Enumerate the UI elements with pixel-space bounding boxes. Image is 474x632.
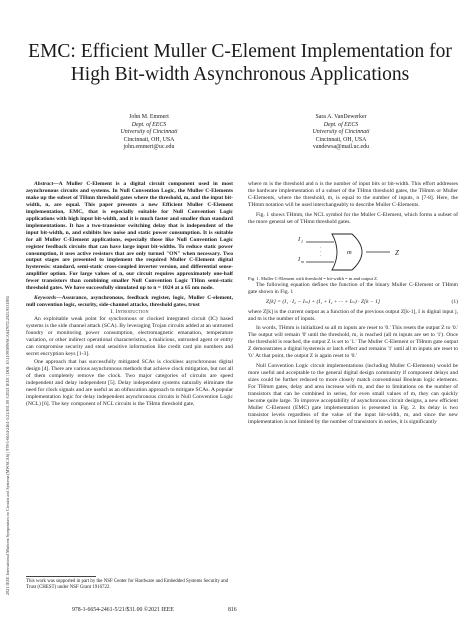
input-label-top: I: [298, 235, 301, 243]
equation-number: (1): [451, 298, 458, 305]
keywords-paragraph: Keywords—Assurance, asynchronous, feedback register, logic, Muller C-element, null convention logic, security, side-channel attacks, threshold gates, trust: [26, 295, 233, 309]
paper-title: EMC: Efficient Muller C-Element Implementation for High Bit-width Asynchronous Applications: [28, 41, 452, 85]
abstract-text: A Muller C-Element is a digital circuit component used in most asynchronous circuits and systems. In Null Convention Logic, the Muller C-Elements make up the subset of THmn threshold gates where the threshold, m, and the input bit-width, n, are equal. This paper presents a new Efficient Muller C-Element implementation, EMC, that is especially suitable for Null Convention Logic applications with high input bit-width, and it is much faster and smaller than standard implementations. It has a two-transistor switching delay that is independent of the input bit-width, n, and exhibits low noise and static power consumption. It is suitable for all Muller C-Element applications, especially those like Null Convention Logic register feedback circuits that can have large input bit-widths. To reduce static power consumption, it uses active resistors that are only turned "ON" when necessary. Two output stages are presented to implement the required Muller C-Element digital hysteresis: standard, semi-static cross-coupled inverter version, and differential sense-amplifier option. For large values of n, our circuit requires approximately one-half fewer transistors than combining smaller Null Convention Logic THnn semi-static threshold gates. We have successfully simulated up to n = 1024 at a 65 nm node.: [26, 181, 233, 292]
abstract-paragraph: Abstract—A Muller C-Element is a digital circuit component used in most asynchronous circuits and systems. In Null Convention Logic, the Muller C-Elements make up the subset of THmn threshold gates where the threshold, m, and the input bit-width, n, are equal. This paper presents a new Efficient Muller C-Element implementation, EMC, that is especially suitable for Null Convention Logic applications with high input bit-width, and it is much faster and smaller than standard implementations. It has a two-transistor switching delay that is independent of the input bit-width, n, and exhibits low noise and static power consumption. It is suitable for all Muller C-Element applications, especially those like Null Convention Logic register feedback circuits that can have large input bit-widths. To reduce static power consumption, it uses active resistors that are only turned "ON" when necessary. Two output stages are presented to implement the required Muller C-Element digital hysteresis: standard, semi-static cross-coupled inverter version, and differential sense-amplifier option. For large values of n, our circuit requires approximately one-half fewer transistors than combining smaller Null Convention Logic THnn semi-static threshold gates. We have successfully simulated up to n = 1024 at a 65 nm node.: [26, 181, 233, 292]
equation-1: [248, 299, 458, 306]
page-number: 816: [228, 607, 237, 613]
right-paragraph-3: The following equation defines the function of the binary Muller C-Element or THmm gate shown in Fig. 1: [248, 281, 458, 295]
section-heading-introduction: I. Introduction: [110, 309, 149, 316]
author-name: John M. Emmert: [129, 114, 169, 120]
right-paragraph-5: In words, THmm is initialized so all m inputs are reset to '0.' This resets the output Z to '0.' The output will remain '0' until the threshold, m, is reached (all m inputs are set to '1'). Once the threshold is reached, the output Z is set to '1.' The Muller C-Element or THmm gate output Z demonstrates a digital hysteresis or latch effect and remains '1' until all m inputs are reset to '0.' At that point, the output Z is again reset to '0.': [248, 325, 458, 360]
footnote-divider: [26, 576, 96, 577]
equation-body: Z[k] = (I₁ · I₂ ··· Iₘ) + (I₁ + I₂ + ··· + Iₘ) · Z[k − 1]: [266, 298, 381, 305]
footnote: This work was supported in part by the NSF Center for Hardware and Embedded Systems Security and Trust (CHEST) under NSF Grant 1916722.: [26, 579, 229, 591]
keywords-label: Keywords: [34, 295, 57, 302]
right-paragraph-2: Fig. 1 shows THmm, the NCL symbol for the Muller C-Element, which forms a subset of the more general set of THmn threshold gates.: [248, 211, 458, 225]
author-block-2: [256, 114, 426, 152]
author-block-1: [64, 114, 234, 152]
keywords-text: Assurance, asynchronous, feedback register, logic, Muller C-element, null convention logic, security, side-channel attacks, threshold gates, trust: [26, 295, 233, 309]
side-doi-strip: [3, 40, 13, 600]
copyright-line: 978-1-6654-2461-5/21/$31.00 ©2021 IEEE: [72, 607, 174, 613]
author-city: Cincinnati, OH, USA: [315, 136, 367, 143]
right-paragraph-1: where m is the threshold and n is the number of input bits or bit-width. This effort addresses the hardware implementation of a subset of the THmn threshold gates, the THmm or Muller C-Elements, where the threshold, m, is equal to the number of inputs, n [7-8]. Here, the THmm notation will be used interchangeably to describe Muller C-Elements.: [248, 181, 458, 208]
author-city: Cincinnati, OH, USA: [123, 136, 175, 143]
abstract-label: Abstract: [34, 181, 54, 187]
input-dots: ·: [320, 253, 322, 259]
author-univ: University of Cincinnati: [120, 129, 178, 136]
author-email[interactable]: vandewsa@mail.uc.edu: [312, 144, 370, 151]
intro-paragraph-1: An exploitable weak point for synchronous or clocked integrated circuit (IC) based systems is the side channel attack (SCA). By leveraging Trojan circuits added at an untrusted foundry or monitoring power consumption, electromagnetic emanation, temperature variation, or other indirect operational characteristics, a malicious, untrusted agent or entity can compromise security and steal sensitive information like credit card pin numbers and secret encryption keys [1-3].: [26, 316, 233, 357]
author-dept: Dept. of EECS: [131, 121, 167, 128]
figure-1-caption: Fig. 1. Muller C-Element with threshold = bit-width = m and output Z.: [248, 275, 379, 281]
output-label: Z: [395, 248, 399, 257]
right-paragraph-6: Null Convention Logic circuit implementations (including Muller C-Elements) would be more useful and acceptable to the general digital design community if component delays and sizes could be further reduced to more closely match conventional Boolean logic elements. For THmm gates, delay and area increase with m, and due to limitations on the number of transistors that can be combined in series, for even small values of m, they can quickly become quite large. To improve acceptability of asynchronous circuit designs, a new efficient Muller C-Element (EMC) gate implementation is presented in Fig. 2. Its delay is two transistor levels regardless of the value of the input bit-width, m, and since the new implementation is not limited by the number of transistors in series, it is significantly: [248, 363, 458, 425]
input-label-top-sub: 1: [301, 238, 303, 244]
right-column: [248, 181, 458, 426]
author-univ: University of Cincinnati: [312, 129, 370, 136]
right-paragraph-4: where Z[k] is the current output as a function of the previous output Z[k-1], I is digital input j, and m is the number of inputs.: [248, 308, 458, 322]
figure-1-c-element-symbol: [298, 228, 408, 276]
author-dept: Dept. of EECS: [323, 121, 359, 128]
author-name: Sara A. VanDewerker: [315, 114, 367, 120]
input-dots: ·: [320, 245, 322, 251]
author-email[interactable]: john.emmert@uc.edu: [123, 144, 175, 151]
intro-paragraph-2: One approach that has successfully mitigated SCAs is clockless asynchronous digital design [4]. There are various asynchronous methods that achieve clock mitigation, but not all of them completely remove the clock. Two major categories of circuits are speed independent and delay independent [5]. Delay independent systems naturally eliminate the need for clock signals and are useful as an obfuscation approach to mitigate SCAs. A popular implementation logic for delay independent asynchronous circuits is Null Convention Logic (NCL) [6]. The key component of NCL circuits is the THmn threshold gate,: [26, 358, 233, 407]
gate-threshold-label: m: [347, 248, 352, 256]
side-doi-text: 2021 IEEE International Midwest Symposium on Circuits and Systems (MWSCAS) | 978-1-6654-2461-5/21/$31.00 ©2021 IEEE | DOI: 10.1109/MWSCAS47672.2021.9531894: [5, 296, 10, 595]
input-label-bottom-sub: m: [301, 258, 304, 264]
input-label-bottom: I: [298, 255, 301, 263]
input-dots: ·: [320, 249, 322, 255]
left-column: [26, 181, 233, 408]
